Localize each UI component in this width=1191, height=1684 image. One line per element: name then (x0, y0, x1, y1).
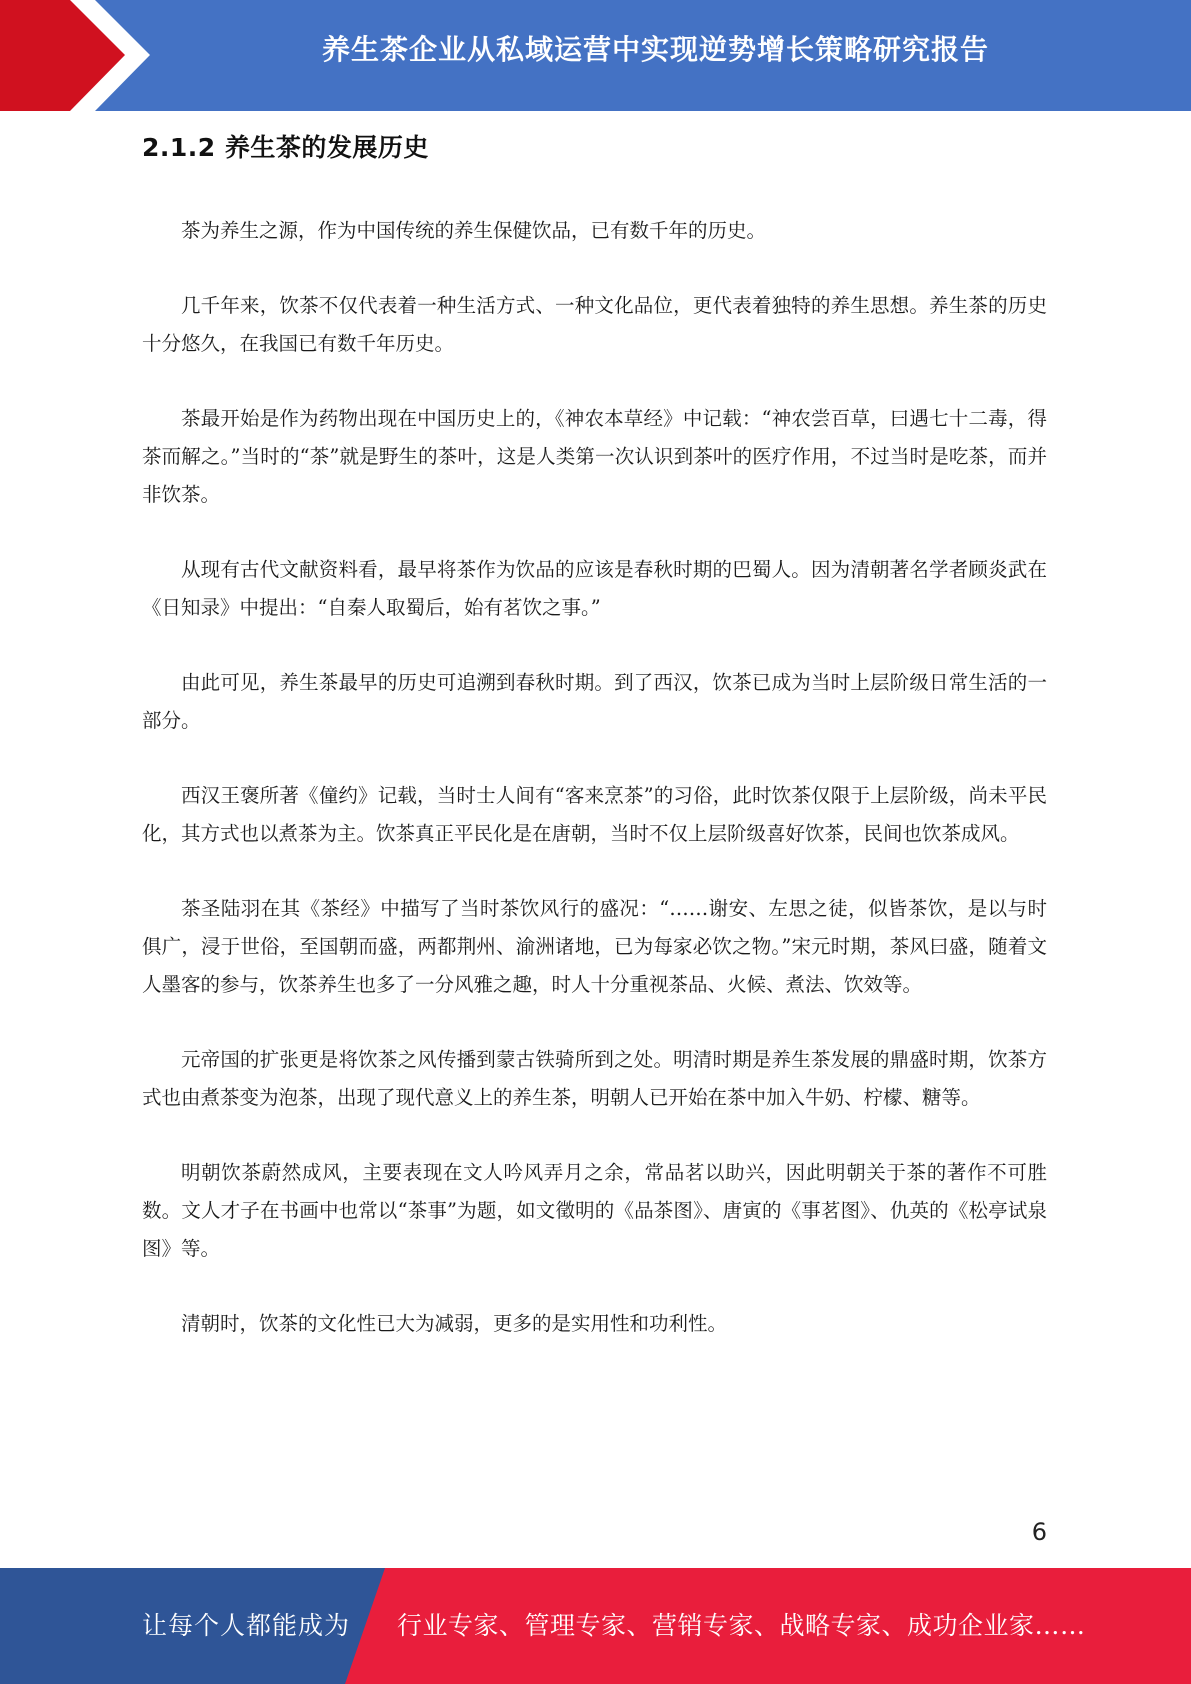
paragraph: 由此可见，养生茶最早的历史可追溯到春秋时期。到了西汉，饮茶已成为当时上层阶级日常生活的一部分。 (142, 671, 1047, 732)
paragraph: 从现有古代文献资料看，最早将茶作为饮品的应该是春秋时期的巴蜀人。因为清朝著名学者顾炎武在《日知录》中提出：“自秦人取蜀后，始有茗饮之事。” (142, 558, 1047, 619)
page-number: 6 (1031, 1518, 1047, 1546)
paragraph: 茶最开始是作为药物出现在中国历史上的，《神农本草经》中记载：“神农尝百草，曰遇七十二毒，得茶而解之。”当时的“茶”就是野生的茶叶，这是人类第一次认识到茶叶的医疗作用，不过当时是吃茶，而并非饮茶。 (142, 407, 1047, 506)
header-banner (0, 0, 1191, 111)
body-text (142, 212, 1047, 1380)
paragraph: 元帝国的扩张更是将饮茶之风传播到蒙古铁骑所到之处。明清时期是养生茶发展的鼎盛时期，饮茶方式也由煮茶变为泡茶，出现了现代意义上的养生茶，明朝人已开始在茶中加入牛奶、柠檬、糖等。 (142, 1048, 1047, 1109)
footer-banner (0, 1568, 1191, 1684)
paragraph: 明朝饮茶蔚然成风，主要表现在文人吟风弄月之余，常品茗以助兴，因此明朝关于茶的著作不可胜数。文人才子在书画中也常以“茶事”为题，如文徵明的《品茶图》、唐寅的《事茗图》、仇英的《松亭试泉图》等。 (142, 1161, 1047, 1260)
section-heading: 2.1.2 养生茶的发展历史 (142, 133, 429, 162)
footer-slogan-left: 让每个人都能成为 (142, 1611, 351, 1640)
paragraph: 清朝时，饮茶的文化性已大为减弱，更多的是实用性和功利性。 (181, 1312, 728, 1335)
report-title: 养生茶企业从私域运营中实现逆势增长策略研究报告 (321, 33, 989, 66)
paragraph: 茶为养生之源，作为中国传统的养生保健饮品，已有数千年的历史。 (181, 219, 767, 242)
paragraph: 西汉王褒所著《僮约》记载，当时士人间有“客来烹茶”的习俗，此时饮茶仅限于上层阶级，尚未平民化，其方式也以煮茶为主。饮茶真正平民化是在唐朝，当时不仅上层阶级喜好饮茶，民间也饮茶成风。 (142, 784, 1047, 845)
paragraph: 几千年来，饮茶不仅代表着一种生活方式、一种文化品位，更代表着独特的养生思想。养生茶的历史十分悠久，在我国已有数千年历史。 (142, 294, 1047, 355)
footer-slogan-right: 行业专家、管理专家、营销专家、战略专家、成功企业家…… (397, 1611, 1086, 1640)
paragraph: 茶圣陆羽在其《茶经》中描写了当时茶饮风行的盛况：“……谢安、左思之徒，似皆茶饮，是以与时俱广，浸于世俗，至国朝而盛，两都荆州、渝洲诸地，已为每家必饮之物。”宋元时期，茶风曰盛，随着文人墨客的参与，饮茶养生也多了一分风雅之趣，时人十分重视茶品、火候、煮法、饮效等。 (142, 897, 1047, 996)
